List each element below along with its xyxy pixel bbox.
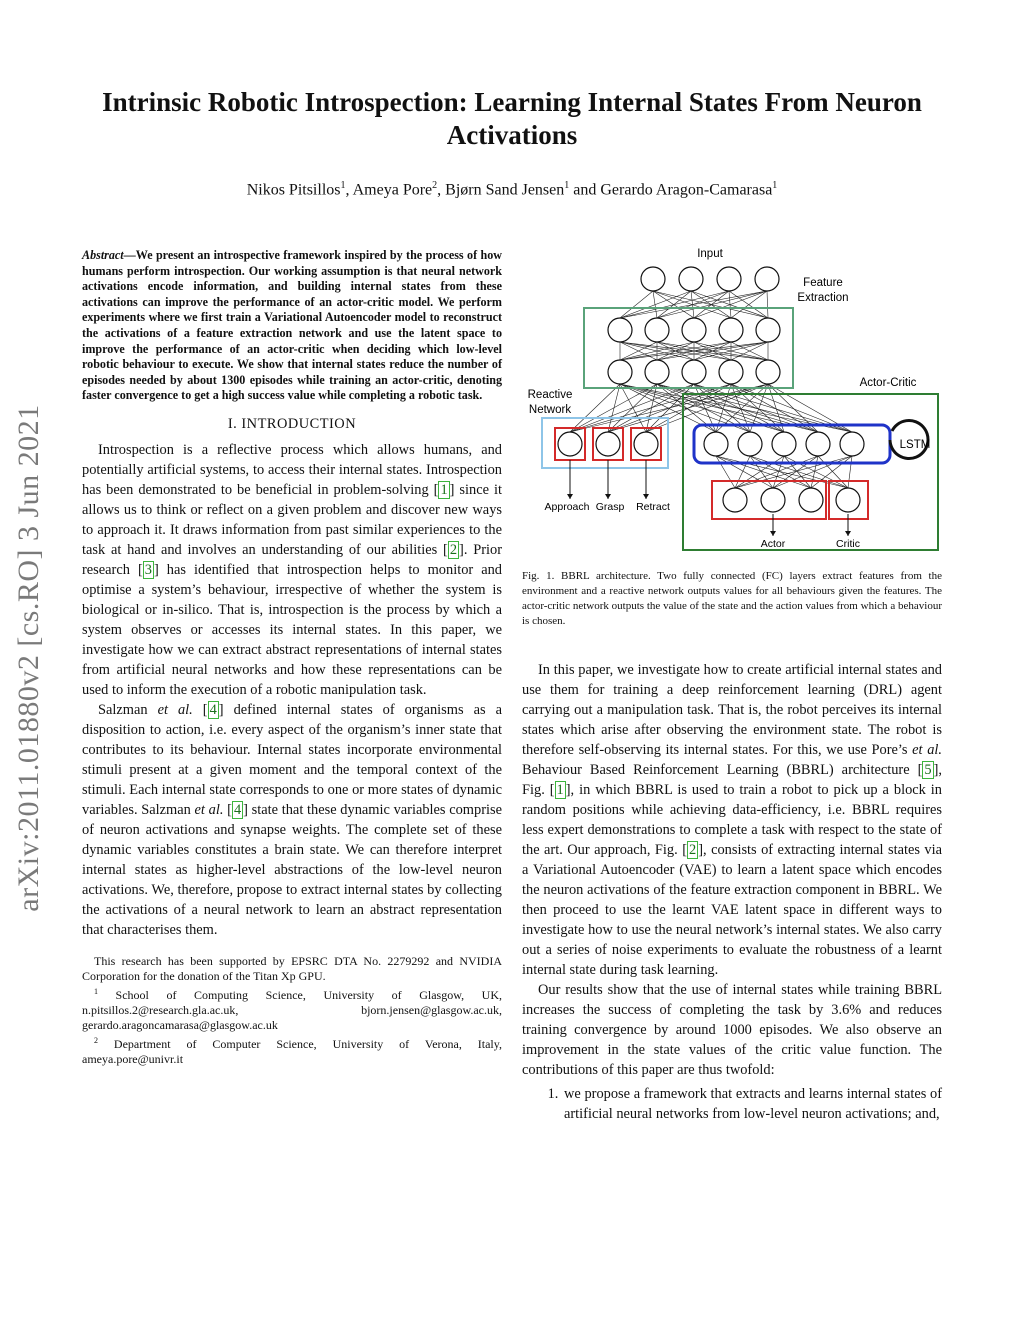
- neuron-node: [682, 360, 706, 384]
- section-heading-introduction: I. INTRODUCTION: [227, 415, 357, 432]
- neuron-node: [679, 267, 703, 291]
- arrow-head-icon: [643, 494, 649, 499]
- label-retract: Retract: [636, 501, 670, 513]
- author-name: Gerardo Aragon-Camarasa: [600, 181, 773, 199]
- footnote: [82, 954, 502, 984]
- neuron-node: [641, 267, 665, 291]
- label-network: Network: [528, 404, 572, 416]
- author-affiliation-mark: 1: [772, 180, 778, 191]
- neuron-node: [840, 432, 864, 456]
- neuron-node: [645, 360, 669, 384]
- footnote-text: School of Computing Science, University of Glasgow, UK, n.pitsillos.2@research.gla.ac.uk, bjorn.jensen@glasgow.ac.uk, gerardo.aragoncamarasa@glasgow.ac.uk: [82, 987, 502, 1032]
- contributions-list: [522, 1084, 942, 1124]
- footnote-text: This research has been supported by EPSRC DTA No. 2279292 and NVIDIA Corporation for the donation of the Titan Xp GPU.: [82, 953, 502, 983]
- paragraph: Our results show that the use of internal states while training BBRL increases the success of completing the task by 3.6% and reduces training convergence by around 1000 episodes. We also observe an improvement in the state values of the critic value function. The contributions of this paper are thus twofold:: [522, 982, 942, 1078]
- author-name: Ameya Pore: [352, 181, 433, 199]
- connection-edge: [716, 456, 735, 488]
- neuron-node: [682, 318, 706, 342]
- neuron-node: [799, 488, 823, 512]
- architecture-diagram: [522, 244, 942, 559]
- connection-edge: [773, 456, 852, 488]
- connection-edge: [620, 291, 691, 318]
- connection-edge: [773, 456, 818, 488]
- neuron-node: [717, 267, 741, 291]
- author-affiliation-mark: 1: [340, 180, 346, 191]
- citation-link[interactable]: 4: [209, 701, 217, 718]
- connection-edge: [716, 456, 811, 488]
- neuron-node: [704, 432, 728, 456]
- neuron-node: [806, 432, 830, 456]
- neuron-node: [755, 267, 779, 291]
- arrow-head-icon: [567, 494, 573, 499]
- figure-caption: Fig. 1. BBRL architecture. Two fully connected (FC) layers extract features from the environment and a reactive network outputs values for all behaviours given the features. The actor-critic network outputs the value of the state and the action values from which a behaviour is chosen.: [522, 570, 942, 627]
- citation-link[interactable]: 2: [449, 541, 458, 558]
- footnote: [82, 984, 502, 1033]
- author-name: Nikos Pitsillos: [246, 181, 341, 199]
- right-body: [522, 660, 942, 1080]
- paragraph: Introspection is a reflective process which allows humans, and potentially artificial systems, to access their internal states. Introspection has been demonstrated to be beneficial in problem-solving [ 1 ] since it allows us to think or reflect on a given problem and discover new ways to approach it. It draws information from past similar experiences to the task at hand and involves an understanding of our abilities [ 2 ]. Prior research [ 3 ] has identified that introspection helps to monitor and optimise a system’s behaviour, irrespective of whether the system is biological or in-silico. That is, introspection is the process by which a system observes or accesses its internal states. In this paper, we investigate how we can extract abstract representations of internal states from artificial neural networks and how these representations can be used to inform the execution of a robotic manipulation task.: [82, 441, 502, 698]
- label-critic: Critic: [836, 538, 860, 550]
- italic-text: et al.: [194, 801, 224, 818]
- neuron-node: [719, 318, 743, 342]
- neuron-node: [756, 360, 780, 384]
- neuron-node: [558, 432, 582, 456]
- italic-text: et al.: [912, 742, 942, 758]
- citation-link[interactable]: 1: [556, 782, 564, 798]
- abstract: [82, 248, 502, 404]
- citation-link[interactable]: 3: [144, 561, 152, 578]
- abstract-text: —We present an introspective framework inspired by the process of how humans perform introspection. Our working assumption is that neural network activations encode information, and building internal states from these activations can improve the performance of an actor-critic model. We perform experiments where we first train a Variational Autoencoder model to reconstruct the activations of a feature extraction network and use the latent space to improve the performance of an actor-critic when deciding which low-level robotic behaviour to execute. We show that internal states reduce the number of episodes needed by about 1300 episodes while training an actor-critic, denoting faster convergence to get a high success value while completing a robotic task.: [82, 248, 502, 403]
- figure-bbrl-architecture: [522, 244, 942, 559]
- arrow-head-icon: [845, 531, 851, 536]
- neuron-node: [608, 318, 632, 342]
- neuron-node: [738, 432, 762, 456]
- label-lstm: LSTM: [899, 439, 931, 451]
- neuron-node: [756, 318, 780, 342]
- paragraph: Salzman et al. [ 4 ] defined internal states of organisms as a disposition to action, i.e. every aspect of the organism’s inner state that contributes to its behaviour. Internal states incorporate environmental stimuli present at a given moment and the temporal context of the stimuli. Each internal state corresponds to one or more states of dynamic variables. Salzman et al. [ 4 ] state that these dynamic variables comprise of neuron activations and synapse weights. The complete set of these dynamic variables constitutes a brain state. We can therefore interpret internal states as higher-level abstractions of the low-level neuron activations. We, therefore, propose to extract internal states by collecting the activations of a neural network to learn an abstract representation that characterises them.: [82, 701, 502, 938]
- citation-link[interactable]: 4: [233, 801, 242, 818]
- right-column: [522, 660, 942, 1124]
- author-name: Bjørn Sand Jensen: [445, 181, 565, 199]
- neuron-node: [645, 318, 669, 342]
- label-feature: Feature: [803, 277, 843, 289]
- neuron-node: [772, 432, 796, 456]
- neuron-node: [719, 360, 743, 384]
- label-input: Input: [697, 248, 723, 260]
- arxiv-identifier-stamp: arXiv:2011.01880v2 [cs.RO] 3 Jun 2021: [12, 404, 45, 912]
- paragraph: In this paper, we investigate how to create artificial internal states and use them for training a deep reinforcement learning (DRL) agent carrying out a manipulation task. That is, the robot perceives its internal states which arise after observing the environment state. The robot is therefore self-observing its internal states. For this, we use Pore’s et al. Behaviour Based Reinforcement Learning (BBRL) architecture [ 5 ], Fig. [ 1 ], in which BBRL is used to train a robot to pick up a block in random positions while achieving data-efficiency, i.e. BBRL requires less expert demonstrations to complete a task with respect to the state of the art. Our approach, Fig. [ 2 ], consists of extracting internal states via a Variational Autoencoder (VAE) to learn a latent space which encodes the neuron activations of the feature extraction component in BBRL. We then proceed to use the learnt VAE latent space in different ways to investigate how to use the neural network’s internal states. We also carry out a series of noise experiments to evaluate the robustness of a learnt internal state during task learning.: [522, 662, 942, 978]
- footnote-mark: 1: [94, 986, 98, 996]
- connection-edge: [729, 291, 768, 318]
- arrow-head-icon: [770, 531, 776, 536]
- label-grasp: Grasp: [595, 501, 625, 513]
- author-list: Nikos Pitsillos$^1$, Ameya Pore$^2$, Bjørn Sand Jensen$^1$ and Gerardo Aragon-Camarasa$^1$: [246, 180, 778, 199]
- neuron-node: [608, 360, 632, 384]
- citation-link[interactable]: 5: [924, 762, 932, 778]
- arrow-head-icon: [605, 494, 611, 499]
- neuron-node: [836, 488, 860, 512]
- citation-link[interactable]: 1: [440, 481, 448, 498]
- footnote-text: Department of Computer Science, University of Verona, Italy, ameya.pore@univr.it: [82, 1036, 502, 1066]
- neuron-node: [634, 432, 658, 456]
- introduction-body: [82, 440, 502, 940]
- label-actor-critic: Actor-Critic: [859, 377, 917, 389]
- connection-edge: [767, 291, 768, 318]
- neuron-node: [596, 432, 620, 456]
- label-reactive: Reactive: [527, 389, 573, 401]
- footnotes: [82, 954, 502, 1067]
- left-column: [82, 248, 502, 1067]
- label-extraction: Extraction: [797, 292, 849, 304]
- contribution-item: 1. we propose a framework that extracts and learns internal states of artificial neural networks from low-level neuron activations; and,: [562, 1084, 942, 1124]
- italic-text: et al.: [157, 701, 193, 718]
- abstract-label: Abstract: [82, 248, 124, 262]
- label-actor: Actor: [760, 538, 786, 550]
- author-affiliation-mark: 2: [432, 180, 438, 191]
- connection-edge: [731, 291, 767, 318]
- footnote-mark: 2: [94, 1035, 98, 1045]
- paper-title: Intrinsic Robotic Introspection: Learning Internal States From Neuron Activations: [102, 87, 922, 150]
- author-affiliation-mark: 1: [564, 180, 570, 191]
- citation-link[interactable]: 2: [689, 842, 697, 858]
- footnote: [82, 1033, 502, 1067]
- neuron-node: [723, 488, 747, 512]
- connection-edge: [848, 456, 852, 488]
- neuron-node: [761, 488, 785, 512]
- label-approach: Approach: [544, 501, 590, 513]
